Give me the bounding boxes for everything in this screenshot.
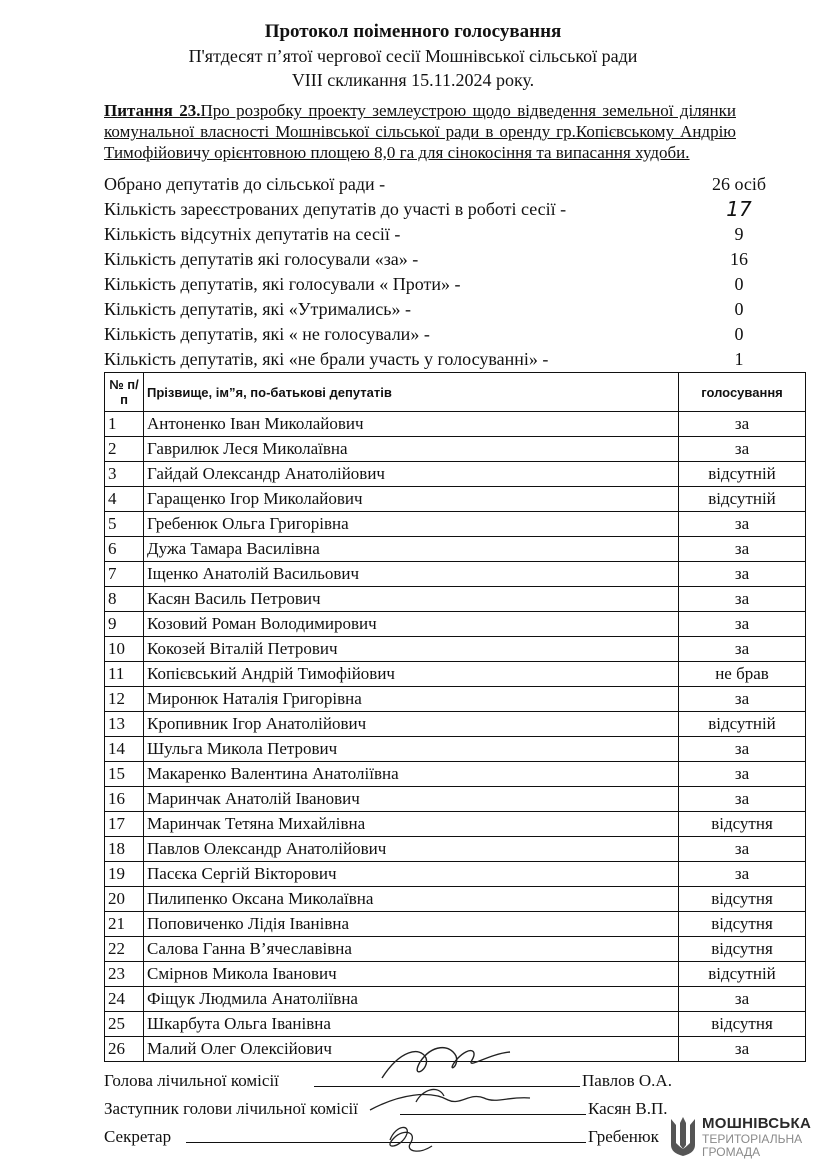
deputy-name: Миронюк Наталія Григорівна <box>144 687 679 712</box>
deputy-name: Гайдай Олександр Анатолійович <box>144 462 679 487</box>
header-vote: голосування <box>679 373 806 412</box>
row-number: 1 <box>105 412 144 437</box>
vote-result: за <box>679 837 806 862</box>
deputy-name: Павлов Олександр Анатолійович <box>144 837 679 862</box>
row-number: 3 <box>105 462 144 487</box>
table-row <box>105 787 806 812</box>
deputy-name: Пасєка Сергій Вікторович <box>144 862 679 887</box>
table-row <box>105 962 806 987</box>
row-number: 20 <box>105 887 144 912</box>
signature-scribble-deputy <box>370 1089 530 1110</box>
stat-label: Кількість депутатів які голосували «за» - <box>104 249 419 269</box>
vote-statistics <box>104 172 767 372</box>
vote-result: за <box>679 637 806 662</box>
stat-label: Кількість депутатів, які « не голосували» - <box>104 324 430 344</box>
row-number: 26 <box>105 1037 144 1062</box>
row-number: 22 <box>105 937 144 962</box>
stat-label: Кількість зареєстрованих депутатів до участі в роботі сесії - <box>104 199 567 219</box>
deputy-name: Кокозей Віталій Петрович <box>144 637 679 662</box>
signature-name: Касян В.П. <box>588 1099 668 1118</box>
stat-label: Кількість відсутніх депутатів на сесії - <box>104 224 401 244</box>
trident-icon <box>668 1115 698 1159</box>
table-row <box>105 837 806 862</box>
vote-result: відсутня <box>679 887 806 912</box>
row-number: 11 <box>105 662 144 687</box>
deputy-name: Козовий Роман Володимирович <box>144 612 679 637</box>
stat-value: 0 <box>734 324 744 344</box>
row-number: 8 <box>105 587 144 612</box>
stat-did-not-participate <box>104 347 764 372</box>
table-row <box>105 612 806 637</box>
table-row <box>105 537 806 562</box>
vote-result: за <box>679 612 806 637</box>
row-number: 19 <box>105 862 144 887</box>
vote-result: відсутня <box>679 812 806 837</box>
vote-result: відсутня <box>679 912 806 937</box>
row-number: 7 <box>105 562 144 587</box>
table-row <box>105 762 806 787</box>
vote-result: не брав <box>679 662 806 687</box>
handwritten-signatures-image <box>360 1040 540 1160</box>
deputy-name: Маринчак Анатолій Іванович <box>144 787 679 812</box>
deputy-name: Кропивник Ігор Анатолійович <box>144 712 679 737</box>
stat-label: Кількість депутатів, які «не брали участь у голосуванні» - <box>104 349 549 369</box>
signature-scribble-chair <box>382 1048 510 1078</box>
deputy-name: Іщенко Анатолій Васильович <box>144 562 679 587</box>
vote-result: за <box>679 412 806 437</box>
table-row <box>105 637 806 662</box>
stat-value: 0 <box>734 274 744 294</box>
vote-result: за <box>679 1037 806 1062</box>
row-number: 17 <box>105 812 144 837</box>
vote-result: за <box>679 762 806 787</box>
row-number: 15 <box>105 762 144 787</box>
table-header-row <box>105 373 806 412</box>
deputy-name: Пилипенко Оксана Миколаївна <box>144 887 679 912</box>
table-row <box>105 937 806 962</box>
agenda-question <box>104 100 736 163</box>
stat-value-handwritten: 17 <box>726 197 752 221</box>
community-logo <box>668 1113 826 1163</box>
vote-result: за <box>679 687 806 712</box>
vote-result: за <box>679 537 806 562</box>
row-number: 23 <box>105 962 144 987</box>
signature-role: Заступник голови лічильної комісії <box>104 1099 359 1118</box>
vote-result: за <box>679 987 806 1012</box>
stat-registered-deputies <box>104 197 764 222</box>
deputy-name: Касян Василь Петрович <box>144 587 679 612</box>
table-row <box>105 412 806 437</box>
stat-elected-deputies <box>104 172 767 197</box>
table-row <box>105 562 806 587</box>
deputy-name: Дужа Тамара Василівна <box>144 537 679 562</box>
question-text: Про розробку проекту землеустрою щодо відведення земельної ділянки комунальної власності Мошнівської сільської ради в оренду гр.Копієвському Андрію Тимофійовичу орієнтовною площею 8,0 га для сінокосіння та випасання худоби. <box>104 101 736 162</box>
document-title: Протокол поіменного голосування <box>264 21 562 42</box>
vote-result: відсутній <box>679 962 806 987</box>
table-row <box>105 1012 806 1037</box>
table-row <box>105 512 806 537</box>
deputy-name: Копієвський Андрій Тимофійович <box>144 662 679 687</box>
session-line: П'ятдесят п’ятої чергової сесії Мошнівської сільської ради <box>188 46 638 66</box>
deputy-name: Гаращенко Ігор Миколайович <box>144 487 679 512</box>
signature-role: Секретар <box>104 1127 172 1146</box>
signature-role: Голова лічильної комісії <box>104 1071 279 1090</box>
table-row <box>105 812 806 837</box>
row-number: 12 <box>105 687 144 712</box>
stat-value: 16 <box>730 249 748 269</box>
signature-scribble-secretary <box>390 1127 432 1151</box>
row-number: 14 <box>105 737 144 762</box>
row-number: 18 <box>105 837 144 862</box>
table-row <box>105 587 806 612</box>
vote-result: відсутня <box>679 1012 806 1037</box>
vote-result: за <box>679 737 806 762</box>
deputy-name: Шульга Микола Петрович <box>144 737 679 762</box>
signature-name: Гребенюк <box>588 1127 659 1146</box>
vote-result: за <box>679 787 806 812</box>
row-number: 13 <box>105 712 144 737</box>
stat-value: 0 <box>734 299 744 319</box>
vote-result: за <box>679 862 806 887</box>
table-row <box>105 737 806 762</box>
table-row <box>105 687 806 712</box>
vote-result: відсутній <box>679 487 806 512</box>
vote-result: за <box>679 437 806 462</box>
row-number: 6 <box>105 537 144 562</box>
stat-abstained <box>104 297 764 322</box>
deputy-name: Гаврилюк Леся Миколаївна <box>144 437 679 462</box>
table-row <box>105 987 806 1012</box>
deputy-name: Гребенюк Ольга Григорівна <box>144 512 679 537</box>
header-number: № п/п <box>105 373 144 412</box>
table-row <box>105 862 806 887</box>
vote-result: за <box>679 587 806 612</box>
logo-subtitle: ГРОМАДА <box>702 1145 761 1159</box>
stat-label: Обрано депутатів до сільської ради - <box>104 174 386 194</box>
question-number: Питання 23. <box>104 101 201 120</box>
row-number: 5 <box>105 512 144 537</box>
deputy-name: Поповиченко Лідія Іванівна <box>144 912 679 937</box>
vote-result: відсутня <box>679 937 806 962</box>
deputy-name: Шкарбута Ольга Іванівна <box>144 1012 679 1037</box>
document-header <box>0 20 826 92</box>
row-number: 21 <box>105 912 144 937</box>
logo-subtitle: ТЕРИТОРІАЛЬНА <box>702 1132 803 1146</box>
stat-votes-against <box>104 272 764 297</box>
deputy-name: Малий Олег Олексійович <box>144 1037 679 1062</box>
deputy-name: Маринчак Тетяна Михайлівна <box>144 812 679 837</box>
row-number: 2 <box>105 437 144 462</box>
stat-votes-for <box>104 247 764 272</box>
row-number: 9 <box>105 612 144 637</box>
deputy-name: Фіщук Людмила Анатоліївна <box>144 987 679 1012</box>
header-name: Прізвище, ім”я, по-батькові депутатів <box>144 373 679 412</box>
table-row <box>105 712 806 737</box>
table-row <box>105 437 806 462</box>
roll-call-table <box>104 372 806 1062</box>
vote-result: за <box>679 512 806 537</box>
row-number: 4 <box>105 487 144 512</box>
stat-label: Кількість депутатів, які голосували « Проти» - <box>104 274 461 294</box>
row-number: 24 <box>105 987 144 1012</box>
stat-value: 1 <box>734 349 744 369</box>
vote-result: відсутній <box>679 712 806 737</box>
convocation-date-line: VIII скликання 15.11.2024 року. <box>291 70 535 90</box>
logo-title: МОШНІВСЬКА <box>702 1115 812 1132</box>
row-number: 16 <box>105 787 144 812</box>
stat-label: Кількість депутатів, які «Утримались» - <box>104 299 411 319</box>
deputy-name: Антоненко Іван Миколайович <box>144 412 679 437</box>
table-row <box>105 662 806 687</box>
stat-not-voted <box>104 322 764 347</box>
row-number: 25 <box>105 1012 144 1037</box>
deputy-name: Макаренко Валентина Анатоліївна <box>144 762 679 787</box>
signature-name: Павлов О.А. <box>582 1071 672 1090</box>
deputy-name: Смірнов Микола Іванович <box>144 962 679 987</box>
table-row <box>105 462 806 487</box>
row-number: 10 <box>105 637 144 662</box>
table-row <box>105 912 806 937</box>
stat-value: 26 осіб <box>711 174 767 194</box>
stat-absent-deputies <box>104 222 764 247</box>
vote-result: відсутній <box>679 462 806 487</box>
stat-value: 9 <box>734 224 744 244</box>
table-row <box>105 887 806 912</box>
deputy-name: Салова Ганна В’ячеславівна <box>144 937 679 962</box>
table-row <box>105 487 806 512</box>
vote-result: за <box>679 562 806 587</box>
